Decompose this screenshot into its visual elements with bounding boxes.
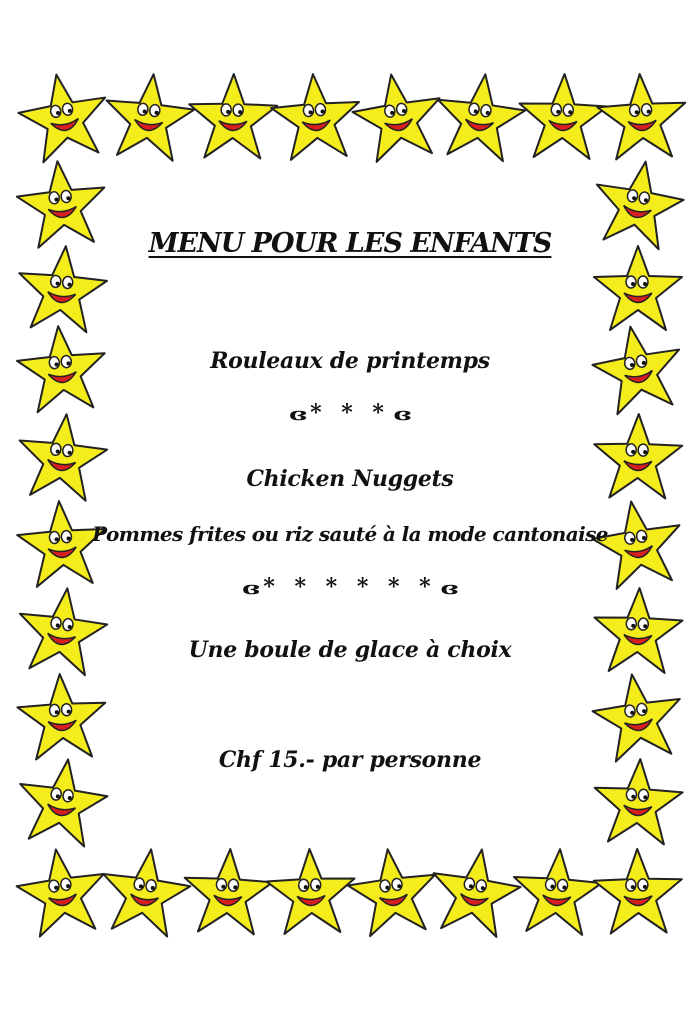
smiling-star-icon: [593, 848, 682, 934]
right-flourish-icon: ɞ: [393, 404, 411, 425]
smiling-star-icon: [265, 847, 356, 934]
smiling-star-icon: [188, 73, 277, 159]
smiling-star-icon: [101, 70, 197, 163]
right-flourish-icon: ɞ: [440, 578, 458, 599]
menu-item-dessert: Une boule de glace à choix: [188, 637, 512, 663]
menu-price: Chf 15.- par personne: [218, 747, 482, 773]
smiling-star-icon: [596, 72, 688, 160]
smiling-star-icon: [425, 843, 525, 940]
divider-ornament-2: [0, 574, 700, 600]
smiling-star-icon: [344, 844, 442, 938]
smiling-star-icon: [182, 847, 274, 935]
smiling-star-icon: [431, 69, 529, 163]
left-flourish-icon: ʚ: [289, 404, 307, 425]
smiling-star-icon: [12, 843, 111, 938]
menu-item-main-1: Chicken Nuggets: [246, 466, 454, 492]
menu-item-starter: Rouleaux de printemps: [210, 348, 490, 374]
divider-stars: * * * * * *: [263, 574, 437, 600]
smiling-star-icon: [269, 71, 363, 161]
divider-ornament-1: [0, 400, 700, 426]
smiling-star-icon: [96, 843, 195, 938]
menu-item-main-2: Pommes frites ou riz sauté à la mode cantonaise: [92, 522, 608, 546]
divider-stars: * * *: [310, 400, 390, 426]
smiling-star-icon: [510, 846, 604, 936]
smiling-star-icon: [13, 67, 114, 165]
smiling-star-icon: [348, 68, 448, 165]
smiling-star-icon: [518, 72, 609, 159]
menu-title: MENU POUR LES ENFANTS: [148, 228, 552, 259]
left-flourish-icon: ʚ: [242, 578, 260, 599]
